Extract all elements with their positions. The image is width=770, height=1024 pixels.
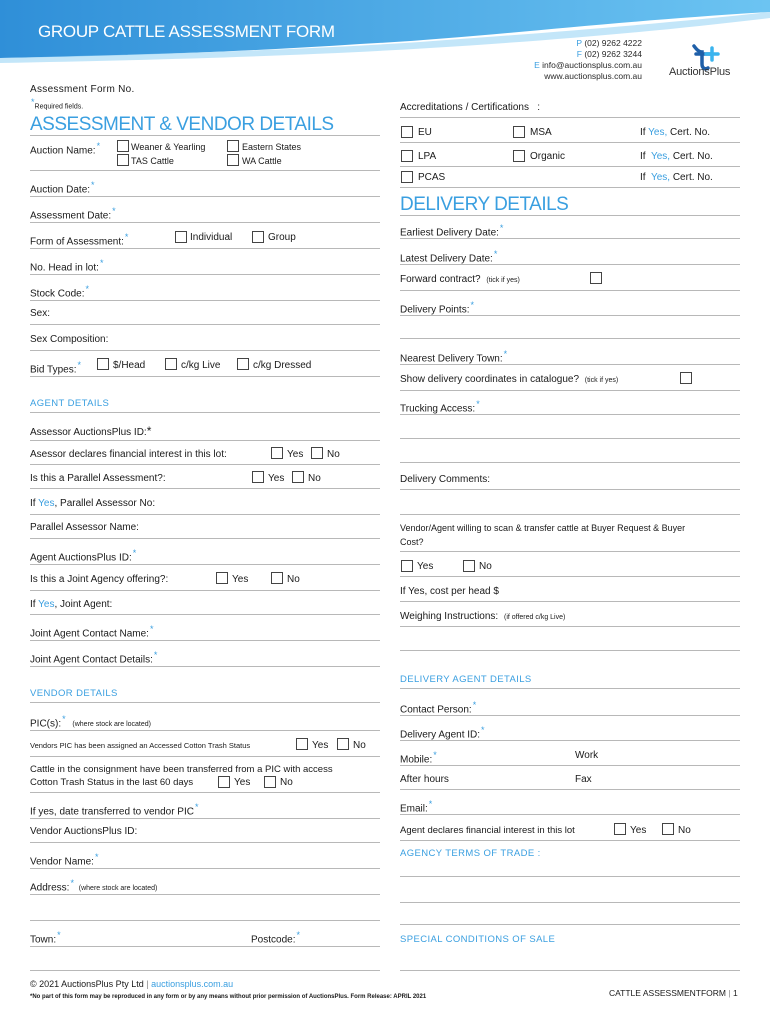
agent-declares-yes-checkbox[interactable]	[614, 823, 626, 835]
form-assessment-rule	[30, 248, 380, 249]
after-hours-rule	[400, 789, 740, 790]
vendor-id-rule	[30, 842, 380, 843]
wa-checkbox[interactable]	[227, 154, 239, 166]
pcas-cert-label: If Yes, Cert. No.	[640, 172, 713, 183]
after-hours-label: After hours	[400, 774, 449, 785]
nearest-town-label: Nearest Delivery Town:*	[400, 349, 508, 365]
mobile-rule	[400, 765, 740, 766]
delivery-points-label: Delivery Points:*	[400, 300, 474, 316]
town-rule	[30, 946, 380, 947]
tas-label: TAS Cattle	[131, 156, 174, 166]
bid-dressed-checkbox[interactable]	[237, 358, 249, 370]
scan-options-rule	[400, 576, 740, 577]
vendor-agent-scan-label-2: Cost?	[400, 537, 424, 547]
address-label: Address:* (where stock are located)	[30, 878, 158, 894]
form-of-assessment-label: Form of Assessment:*	[30, 232, 129, 248]
vendors-pic-yes-checkbox[interactable]	[296, 738, 308, 750]
pcas-label: PCAS	[418, 172, 446, 183]
footer-site-link[interactable]: auctionsplus.com.au	[151, 979, 234, 989]
accreditations-rule	[400, 117, 740, 118]
form-title: GROUP CATTLE ASSESSMENT FORM	[38, 22, 335, 41]
vendor-details-heading: VENDOR DETAILS	[30, 688, 118, 699]
cattle-consignment-label-1: Cattle in the consignment have been transferred from a PIC with access	[30, 764, 333, 775]
lpa-rule	[400, 166, 740, 167]
pcas-checkbox[interactable]	[401, 171, 413, 183]
delivery-comments-rule-2	[400, 514, 740, 515]
vendors-pic-no-checkbox[interactable]	[337, 738, 349, 750]
show-coords-checkbox[interactable]	[680, 372, 692, 384]
delivery-agent-id-label: Delivery Agent ID:*	[400, 725, 485, 741]
footer-disclaimer: *No part of this form may be reproduced in any form or by any means without prior permission of AuctionsPlus. Form Release: APRIL 2021	[30, 994, 427, 1000]
footer-page-label: CATTLE ASSESSMENTFORM | 1	[609, 988, 738, 998]
vendors-pic-label: Vendors PIC has been assigned an Accessed Cotton Trash Status	[30, 741, 251, 750]
joint-no-checkbox[interactable]	[271, 572, 283, 584]
earliest-delivery-label: Earliest Delivery Date:*	[400, 223, 504, 239]
email-address: info@auctionsplus.com.au	[542, 60, 642, 70]
agency-terms-rule-2	[400, 902, 740, 903]
assessor-declares-rule	[30, 464, 380, 465]
parallel-rule	[30, 488, 380, 489]
date-transferred-rule	[30, 818, 380, 819]
weighing-rule-1	[400, 626, 740, 627]
vendors-pic-yes-label: Yes	[312, 740, 329, 751]
eastern-checkbox[interactable]	[227, 140, 239, 152]
email-key: E	[534, 60, 540, 70]
cattle-consignment-yes-label: Yes	[234, 777, 251, 788]
vendor-name-label: Vendor Name:*	[30, 852, 99, 868]
joint-question-label: Is this a Joint Agency offering?:	[30, 574, 169, 585]
eu-label: EU	[418, 127, 432, 138]
contact-person-label: Contact Person:*	[400, 700, 477, 716]
agency-terms-rule-3	[400, 924, 740, 925]
latest-delivery-label: Latest Delivery Date:*	[400, 249, 498, 265]
footer-rule	[30, 970, 380, 971]
fax-number: (02) 9262 3244	[584, 49, 642, 59]
cattle-consignment-no-checkbox[interactable]	[264, 776, 276, 788]
vendors-pic-no-label: No	[353, 740, 366, 751]
bid-types-rule	[30, 376, 380, 377]
forward-contract-checkbox[interactable]	[590, 272, 602, 284]
bid-live-label: c/kg Live	[181, 360, 221, 371]
joint-agent-label: If Yes, Joint Agent:	[30, 599, 113, 610]
required-fields-note: *Required fields.	[31, 97, 84, 111]
phone-number: (02) 9262 4222	[584, 38, 642, 48]
parallel-yes-checkbox[interactable]	[252, 471, 264, 483]
vendor-id-label: Vendor AuctionsPlus ID:	[30, 826, 138, 837]
msa-label: MSA	[530, 127, 552, 138]
auction-date-rule	[30, 196, 380, 197]
assessor-id-rule	[30, 440, 380, 441]
lpa-label: LPA	[418, 151, 437, 162]
show-coords-label: Show delivery coordinates in catalogue? (tick if yes)	[400, 374, 619, 385]
no-head-rule	[30, 274, 380, 275]
assessment-date-rule	[30, 222, 380, 223]
date-transferred-label: If yes, date transferred to vendor PIC*	[30, 802, 199, 818]
parallel-yes-label: Yes	[268, 473, 285, 484]
eu-checkbox[interactable]	[401, 126, 413, 138]
latest-delivery-rule	[400, 264, 740, 265]
no-head-label: No. Head in lot:*	[30, 258, 104, 274]
agent-declares-rule	[400, 840, 740, 841]
cost-per-head-label: If Yes, cost per head $	[400, 586, 499, 597]
earliest-delivery-rule	[400, 238, 740, 239]
stock-code-label: Stock Code:*	[30, 284, 89, 300]
joint-no-label: No	[287, 574, 300, 585]
agent-id-label: Agent AuctionsPlus ID:*	[30, 548, 137, 564]
mobile-label: Mobile:*	[400, 750, 437, 766]
assessor-declares-yes-checkbox[interactable]	[271, 447, 283, 459]
msa-checkbox[interactable]	[513, 126, 525, 138]
special-conditions-heading: SPECIAL CONDITIONS OF SALE	[400, 934, 556, 945]
fax-key: F	[576, 49, 582, 59]
contact-block	[534, 38, 642, 82]
nearest-town-rule	[400, 364, 740, 365]
delivery-points-rule-1	[400, 315, 740, 316]
group-checkbox[interactable]	[252, 231, 264, 243]
footer-copyright: © 2021 AuctionsPlus Pty Ltd | auctionsplus.com.au	[30, 979, 234, 989]
group-label: Group	[268, 232, 296, 243]
weighing-instructions-label: Weighing Instructions: (if offered c/kg Live)	[400, 611, 566, 622]
cattle-consignment-no-label: No	[280, 777, 293, 788]
logo-text: AuctionsPlus	[669, 66, 731, 78]
delivery-comments-label: Delivery Comments:	[400, 474, 491, 485]
pcas-rule	[400, 187, 740, 188]
delivery-agent-id-rule	[400, 740, 740, 741]
organic-label: Organic	[530, 151, 566, 162]
email-rule	[400, 814, 740, 815]
agent-declares-label: Agent declares financial interest in this lot	[400, 825, 575, 836]
assessment-vendor-heading: ASSESSMENT & VENDOR DETAILS	[30, 114, 334, 135]
delivery-comments-rule-1	[400, 489, 740, 490]
auction-date-label: Auction Date:*	[30, 180, 95, 196]
address-rule-2	[30, 920, 380, 921]
pics-label: PIC(s):* (where stock are located)	[30, 714, 151, 730]
agent-id-rule	[30, 564, 380, 565]
joint-contact-details-rule	[30, 666, 380, 667]
agent-declares-no-checkbox[interactable]	[662, 823, 674, 835]
bid-live-checkbox[interactable]	[165, 358, 177, 370]
trucking-access-rule-2	[400, 438, 740, 439]
cost-per-head-rule	[400, 601, 740, 602]
agent-declares-no-label: No	[678, 825, 691, 836]
postcode-label: Postcode:*	[251, 930, 300, 946]
assessment-form-no-label: Assessment Form No.	[30, 84, 135, 95]
accreditations-label: Accreditations / Certifications :	[400, 102, 541, 113]
phone-key: P	[576, 38, 582, 48]
wa-label: WA Cattle	[242, 156, 282, 166]
stock-code-rule	[30, 300, 380, 301]
cattle-consignment-label-2: Cotton Trash Status in the last 60 days	[30, 777, 194, 788]
organic-checkbox[interactable]	[513, 150, 525, 162]
agent-details-heading: AGENT DETAILS	[30, 398, 110, 409]
agency-terms-rule-1	[400, 876, 740, 877]
vendors-pic-rule	[30, 756, 380, 757]
individual-label: Individual	[190, 232, 233, 243]
assessor-declares-no-label: No	[327, 449, 340, 460]
joint-yes-checkbox[interactable]	[216, 572, 228, 584]
scan-no-checkbox[interactable]	[463, 560, 475, 572]
parallel-assessor-name-rule	[30, 538, 380, 539]
agent-declares-yes-label: Yes	[630, 825, 647, 836]
joint-contact-name-rule	[30, 640, 380, 641]
sex-rule	[30, 324, 380, 325]
cattle-consignment-rule	[30, 792, 380, 793]
agent-details-rule	[30, 412, 380, 413]
parallel-no-label: No	[308, 473, 321, 484]
joint-contact-details-label: Joint Agent Contact Details:*	[30, 650, 158, 666]
assessment-date-label: Assessment Date:*	[30, 206, 116, 222]
bid-types-label: Bid Types:*	[30, 360, 82, 376]
delivery-heading-rule	[400, 215, 740, 216]
joint-question-rule	[30, 590, 380, 591]
fax-label: Fax	[575, 774, 592, 785]
eu-cert-label: If Yes, Cert. No.	[640, 127, 711, 138]
delivery-points-rule-2	[400, 338, 740, 339]
assessor-declares-no-checkbox[interactable]	[311, 447, 323, 459]
parallel-assessor-no-rule	[30, 514, 380, 515]
pics-rule	[30, 730, 380, 731]
lpa-checkbox[interactable]	[401, 150, 413, 162]
eu-rule	[400, 142, 740, 143]
bid-dressed-label: c/kg Dressed	[253, 360, 312, 371]
trucking-access-rule-1	[400, 414, 740, 415]
weaner-label: Weaner & Yearling	[131, 142, 206, 152]
trucking-access-rule-3	[400, 462, 740, 463]
forward-contract-rule	[400, 290, 740, 291]
delivery-agent-details-rule	[400, 688, 740, 689]
agency-terms-heading: AGENCY TERMS OF TRADE :	[400, 848, 541, 859]
auction-name-label: Auction Name:*	[30, 141, 101, 157]
parallel-assessor-name-label: Parallel Assessor Name:	[30, 522, 139, 533]
vendor-agent-scan-rule	[400, 551, 740, 552]
parallel-assessor-no-label: If Yes, Parallel Assessor No:	[30, 498, 156, 509]
scan-no-label: No	[479, 561, 492, 572]
website: www.auctionsplus.com.au	[544, 71, 642, 81]
show-coords-rule	[400, 390, 740, 391]
delivery-details-heading: DELIVERY DETAILS	[400, 194, 569, 215]
cattle-consignment-yes-checkbox[interactable]	[218, 776, 230, 788]
assessor-declares-label: Asessor declares financial interest in this lot:	[30, 449, 227, 460]
tas-checkbox[interactable]	[117, 154, 129, 166]
forward-contract-label: Forward contract? (tick if yes)	[400, 274, 520, 285]
heading-rule	[30, 135, 380, 136]
scan-yes-label: Yes	[417, 561, 434, 572]
scan-yes-checkbox[interactable]	[401, 560, 413, 572]
trucking-access-label: Trucking Access:*	[400, 399, 480, 415]
sex-composition-label: Sex Composition:	[30, 334, 109, 345]
vendor-agent-scan-label-1: Vendor/Agent willing to scan & transfer cattle at Buyer Request & Buyer	[400, 523, 686, 533]
bid-head-label: $/Head	[113, 360, 146, 371]
email-label: Email:*	[400, 799, 433, 815]
joint-contact-name-label: Joint Agent Contact Name:*	[30, 624, 154, 640]
contact-person-rule	[400, 715, 740, 716]
parallel-question-label: Is this a Parallel Assessment?:	[30, 473, 166, 484]
vendor-details-rule	[30, 702, 380, 703]
auction-name-rule	[30, 170, 380, 171]
special-conditions-rule	[400, 970, 740, 971]
assessor-declares-yes-label: Yes	[287, 449, 304, 460]
weaner-checkbox[interactable]	[117, 140, 129, 152]
lpa-cert-label: If Yes, Cert. No.	[640, 151, 713, 162]
parallel-no-checkbox[interactable]	[292, 471, 304, 483]
weighing-rule-2	[400, 650, 740, 651]
individual-checkbox[interactable]	[175, 231, 187, 243]
joint-agent-rule	[30, 614, 380, 615]
town-label: Town:*	[30, 930, 61, 946]
delivery-agent-details-heading: DELIVERY AGENT DETAILS	[400, 674, 532, 685]
joint-yes-label: Yes	[232, 574, 249, 585]
vendor-name-rule	[30, 868, 380, 869]
eastern-label: Eastern States	[242, 142, 302, 152]
address-rule-1	[30, 894, 380, 895]
sex-label: Sex:	[30, 308, 51, 319]
sex-composition-rule	[30, 350, 380, 351]
assessor-id-label: Assessor AuctionsPlus ID:*	[30, 424, 152, 438]
bid-head-checkbox[interactable]	[97, 358, 109, 370]
work-label: Work	[575, 750, 599, 761]
